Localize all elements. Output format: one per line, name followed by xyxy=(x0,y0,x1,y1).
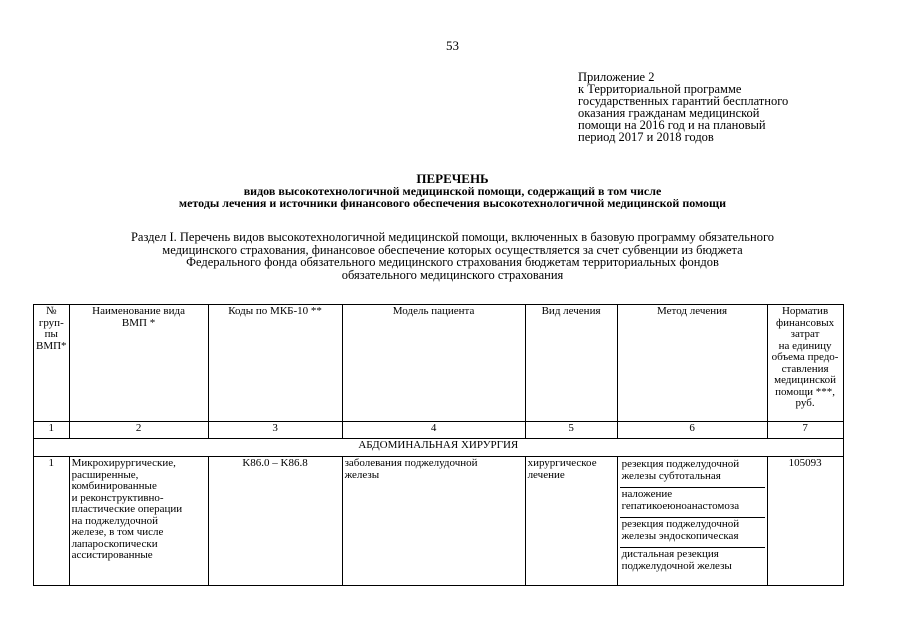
column-number: 1 xyxy=(34,422,70,439)
header-line: ВМП* xyxy=(36,339,67,352)
method-line: резекция поджелудочной xyxy=(621,518,740,530)
header-line: затрат xyxy=(790,328,820,340)
group-number-cell: 1 xyxy=(34,457,70,586)
document-subtitle xyxy=(0,185,905,209)
cell-line: хирургическое xyxy=(527,457,597,469)
section-name: АБДОМИНАЛЬНАЯ ХИРУРГИЯ xyxy=(34,439,844,457)
header-treatment-type: Вид лечения xyxy=(525,305,617,422)
section-line: обязательного медицинского страхования xyxy=(341,267,564,282)
document-title: ПЕРЕЧЕНЬ xyxy=(416,171,489,186)
header-line: помощи ***, xyxy=(775,385,836,398)
patient-model-cell xyxy=(342,457,525,586)
header-line: Норматив xyxy=(781,305,829,317)
cell-line: и реконструктивно- xyxy=(71,491,164,504)
header-treatment-method: Метод лечения xyxy=(617,305,767,422)
section-line: медицинского страхования, финансовое обеспечение которых осуществляется за счет субвенции из бюджета xyxy=(162,242,743,257)
header-line: объема предо- xyxy=(771,351,839,363)
section-heading xyxy=(0,231,905,281)
header-group-number xyxy=(34,305,70,422)
cell-line: железе, в том числе xyxy=(71,526,164,538)
appendix-line: Приложение 2 xyxy=(578,70,655,84)
cell-line: железы xyxy=(344,468,380,481)
method-line: гепатикоеюноанастомоза xyxy=(621,499,740,512)
icd-codes-cell: K86.0 – K86.8 xyxy=(208,457,342,586)
header-line: № xyxy=(46,305,57,317)
cell-line: Микрохирургические, xyxy=(71,457,176,469)
column-number: 4 xyxy=(342,422,525,439)
column-number: 7 xyxy=(767,422,843,439)
appendix-line: оказания гражданам медицинской xyxy=(578,106,760,120)
cell-line: комбинированные xyxy=(71,480,157,492)
table-row xyxy=(34,457,844,586)
method-item xyxy=(620,518,765,548)
header-icd-codes: Коды по МКБ-10 ** xyxy=(208,305,342,422)
appendix-line: к Территориальной программе xyxy=(578,82,742,96)
header-line: финансовых xyxy=(775,316,835,329)
method-item xyxy=(620,488,765,518)
header-line: ВМП * xyxy=(121,316,156,329)
appendix-line: помощи на 2016 год и на плановый xyxy=(578,118,766,132)
cell-line: заболевания поджелудочной xyxy=(344,457,478,469)
cell-line: ассистированные xyxy=(71,549,153,561)
section-line: Федерального фонда обязательного медицинского страхования бюджетам территориальных фондов xyxy=(186,255,719,269)
appendix-note xyxy=(578,71,788,143)
column-number: 5 xyxy=(525,422,617,439)
header-patient-model: Модель пациента xyxy=(342,305,525,422)
section-line: Раздел I. Перечень видов высокотехнологичной медицинской помощи, включенных в базовую программу обязательного xyxy=(130,230,775,244)
method-line: поджелудочной железы xyxy=(621,559,732,572)
header-cost-norm xyxy=(767,305,843,422)
header-line: на единицу xyxy=(778,339,832,352)
cell-line: на поджелудочной xyxy=(71,514,158,527)
header-line: Наименование вида xyxy=(92,305,185,317)
column-number: 6 xyxy=(617,422,767,439)
column-number: 3 xyxy=(208,422,342,439)
treatment-type-cell xyxy=(525,457,617,586)
header-line: ставления xyxy=(781,362,829,375)
cost-norm-cell: 105093 xyxy=(767,457,843,586)
cell-line: лечение xyxy=(527,468,565,481)
column-number: 2 xyxy=(69,422,208,439)
method-line: наложение xyxy=(621,488,673,500)
method-line: железы эндоскопическая xyxy=(621,529,739,542)
appendix-line: период 2017 и 2018 годов xyxy=(578,130,714,144)
section-name-row xyxy=(34,439,844,457)
header-line: пы xyxy=(44,328,58,340)
header-line: медицинской xyxy=(774,374,837,386)
cell-line: лапароскопически xyxy=(71,537,158,550)
subtitle-line: методы лечения и источники финансового обеспечения высокотехнологичной медицинской помощи xyxy=(178,196,727,210)
table-header-row xyxy=(34,305,844,422)
column-number-row xyxy=(34,422,844,439)
subtitle-line: видов высокотехнологичной медицинской помощи, содержащий в том числе xyxy=(243,184,662,198)
cell-line: пластические операции xyxy=(71,503,183,515)
header-line: руб. xyxy=(795,397,815,409)
appendix-line: государственных гарантий бесплатного xyxy=(578,94,789,108)
method-item xyxy=(620,548,765,578)
header-line: груп- xyxy=(38,316,64,329)
vmp-table xyxy=(33,304,844,586)
method-line: резекция поджелудочной xyxy=(621,458,740,470)
header-vmp-name xyxy=(69,305,208,422)
method-line: дистальная резекция xyxy=(621,548,719,560)
treatment-methods-cell xyxy=(617,457,767,586)
vmp-name-cell xyxy=(69,457,208,586)
page-number: 53 xyxy=(446,38,459,53)
method-line: железы субтотальная xyxy=(621,469,721,482)
method-item xyxy=(620,458,765,488)
cell-line: расширенные, xyxy=(71,468,139,481)
